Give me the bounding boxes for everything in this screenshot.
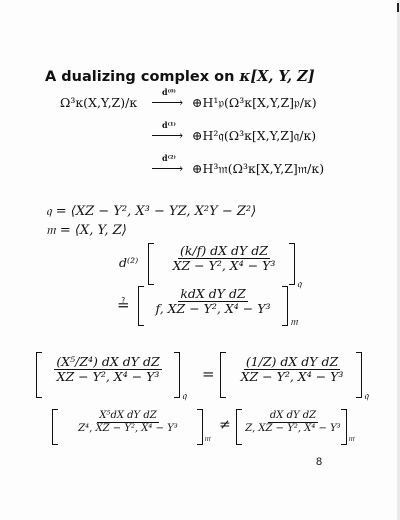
eq3-lhs-subscript: 𝔮 bbox=[182, 390, 187, 402]
eq3-lhs-denominator: XZ − Y², X⁴ − Y³ bbox=[56, 369, 160, 385]
arrow-label-0: d⁽⁰⁾ bbox=[162, 87, 176, 97]
complex-target-1: ⊕H²𝔮(Ω³κ[X,Y,Z]𝔮/κ) bbox=[192, 128, 317, 143]
eq2-relation: ≟ bbox=[117, 296, 130, 314]
title-ring: κ[X, Y, Z] bbox=[239, 68, 315, 85]
complex-target-0: ⊕H¹𝔭(Ω³κ[X,Y,Z]𝔭/κ) bbox=[192, 95, 317, 110]
page-title bbox=[45, 68, 315, 85]
eq1-denominator: XZ − Y², X⁴ − Y³ bbox=[172, 258, 276, 274]
eq2-fraction bbox=[144, 287, 282, 317]
arrow-head-2: › bbox=[179, 161, 184, 175]
eq3-rhs-right-bracket bbox=[356, 352, 362, 398]
eq4-lhs-subscript: 𝔪 bbox=[204, 434, 211, 444]
eq3-lhs-fraction bbox=[42, 355, 174, 385]
eq3-relation: = bbox=[202, 365, 215, 383]
complex-source: Ω³κ(X,Y,Z)/κ bbox=[60, 95, 138, 110]
arrow-line-0 bbox=[152, 102, 182, 103]
eq4-rhs-fraction bbox=[241, 410, 345, 434]
arrow-head-1: › bbox=[179, 128, 184, 142]
eq4-lhs-denominator: Z⁴, XZ − Y², X⁴ − Y³ bbox=[78, 422, 178, 434]
ideal-m: 𝔪 = ⟨X, Y, Z⟩ bbox=[46, 223, 127, 238]
arrow-line-1 bbox=[152, 135, 182, 136]
eq3-rhs-numerator: (1/Z) dX dY dZ bbox=[245, 354, 339, 369]
eq2-numerator: kdX dY dZ bbox=[180, 286, 246, 301]
eq4-rhs-denominator: Z, XZ − Y², X⁴ − Y³ bbox=[245, 422, 341, 434]
eq1-fraction bbox=[154, 244, 294, 274]
eq4-relation: ≠ bbox=[219, 417, 231, 433]
page-number: 8 bbox=[316, 456, 323, 468]
arrow-label-1: d⁽¹⁾ bbox=[162, 120, 176, 130]
complex-target-2: ⊕H³𝔪(Ω³κ[X,Y,Z]𝔪/κ) bbox=[192, 161, 325, 176]
eq1-subscript: 𝔮 bbox=[297, 278, 302, 290]
ideal-q: 𝔮 = ⟨XZ − Y², X³ − YZ, X²Y − Z²⟩ bbox=[46, 204, 257, 219]
eq4-rhs-numerator: dX dY dZ bbox=[269, 410, 317, 421]
eq2-subscript: 𝔪 bbox=[290, 316, 298, 328]
arrow-head-0: › bbox=[179, 95, 184, 109]
eq3-rhs-subscript: 𝔮 bbox=[364, 390, 369, 402]
eq3-lhs-right-bracket bbox=[174, 352, 180, 398]
eq2-denominator: f, XZ − Y², X⁴ − Y³ bbox=[155, 301, 271, 317]
eq3-rhs-denominator: XZ − Y², X⁴ − Y³ bbox=[240, 369, 344, 385]
eq4-lhs-fraction bbox=[57, 410, 199, 434]
title-text: A dualizing complex on bbox=[45, 69, 240, 85]
complex-arrow-1 bbox=[152, 120, 186, 142]
eq3-lhs-numerator: (X⁵/Z⁴) dX dY dZ bbox=[56, 354, 160, 369]
eq1-operator: d⁽²⁾ bbox=[119, 255, 139, 270]
complex-arrow-0 bbox=[152, 87, 186, 109]
eq4-lhs-numerator: X⁵dX dY dZ bbox=[99, 410, 157, 421]
eq2-right-bracket bbox=[282, 286, 288, 326]
edge-mark bbox=[397, 3, 399, 12]
eq4-rhs-right-bracket bbox=[341, 409, 347, 445]
eq3-rhs-fraction bbox=[226, 355, 358, 385]
arrow-label-2: d⁽²⁾ bbox=[162, 153, 176, 163]
eq4-lhs-right-bracket bbox=[197, 409, 203, 445]
eq1-numerator: (k/f) dX dY dZ bbox=[180, 243, 268, 258]
eq4-rhs-subscript: 𝔪 bbox=[348, 434, 355, 444]
arrow-line-2 bbox=[152, 168, 182, 169]
complex-arrow-2 bbox=[152, 153, 186, 175]
eq1-right-bracket bbox=[289, 243, 295, 285]
